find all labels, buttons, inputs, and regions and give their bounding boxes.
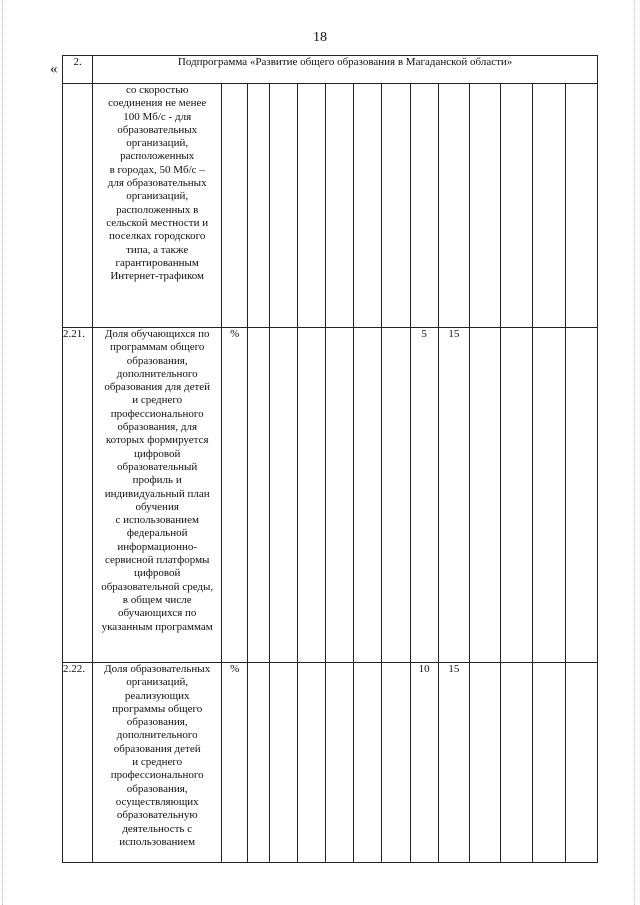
- table-row: [63, 328, 598, 663]
- value-cell: [410, 84, 438, 328]
- value-cell: [469, 84, 500, 328]
- value-cell: [501, 328, 533, 663]
- value-cell: 10: [410, 663, 438, 863]
- value-cell: [501, 663, 533, 863]
- value-cell: [533, 328, 565, 663]
- row-number: [63, 84, 93, 328]
- value-cell: [354, 663, 382, 863]
- row-description-text: со скоростью соединения не менее 100 Мб/с - для образовательных организаций, расположенных в городах, 50 Мб/с – для образовательных организаций, расположенных в сельской местности и поселках городского типа, а также гарантированным Интернет-трафиком: [106, 84, 209, 283]
- row-description-text: Доля обучающихся по программам общего образования, дополнительного образования для детей и среднего профессионального образования, для которых формируется цифровой образовательный профиль и индивидуальный план обучения с использованием федеральной информационно- сервисной платформы цифровой образовательной среды, в общем числе обучающихся по указанным программам: [101, 328, 214, 633]
- value-cell: [354, 84, 382, 328]
- value-cell: [354, 328, 382, 663]
- scan-edge-left: [2, 0, 4, 905]
- indicator-table: [62, 55, 598, 863]
- row-description-text: Доля образовательных организаций, реализующих программы общего образования, дополнительного образования детей и среднего профессионального образования, осуществляющих образовательную деятельность с использованием: [104, 663, 211, 848]
- value-cell: [325, 84, 353, 328]
- value-cell: [469, 328, 500, 663]
- value-cell: 15: [438, 328, 469, 663]
- value-cell: [382, 328, 410, 663]
- value-cell: [325, 663, 353, 863]
- row-unit: %: [222, 328, 248, 663]
- row-number: 2.21.: [63, 328, 93, 663]
- value-cell: [269, 84, 297, 328]
- row-description: [93, 663, 222, 863]
- row-description: [93, 84, 222, 328]
- value-cell: [248, 84, 269, 328]
- row-unit: %: [222, 663, 248, 863]
- value-cell: [297, 663, 325, 863]
- scan-edge-right: [634, 0, 636, 905]
- table-row: [63, 84, 598, 328]
- section-title: Подпрограмма «Развитие общего образования в Магаданской области»: [93, 56, 598, 84]
- value-cell: [248, 663, 269, 863]
- value-cell: [382, 663, 410, 863]
- value-cell: [533, 663, 565, 863]
- page-number: 18: [313, 30, 327, 45]
- row-unit: [222, 84, 248, 328]
- value-cell: [565, 328, 597, 663]
- value-cell: 5: [410, 328, 438, 663]
- value-cell: [565, 663, 597, 863]
- value-cell: [269, 663, 297, 863]
- value-cell: [297, 84, 325, 328]
- value-cell: [269, 328, 297, 663]
- value-cell: [533, 84, 565, 328]
- section-header-row: [63, 56, 598, 84]
- opening-quote-mark: «: [50, 61, 58, 77]
- value-cell: [469, 663, 500, 863]
- section-number: 2.: [63, 56, 93, 84]
- table-row: [63, 663, 598, 863]
- value-cell: [501, 84, 533, 328]
- value-cell: [438, 84, 469, 328]
- value-cell: [325, 328, 353, 663]
- row-number: 2.22.: [63, 663, 93, 863]
- value-cell: [248, 328, 269, 663]
- value-cell: 15: [438, 663, 469, 863]
- row-description: [93, 328, 222, 663]
- value-cell: [565, 84, 597, 328]
- value-cell: [382, 84, 410, 328]
- value-cell: [297, 328, 325, 663]
